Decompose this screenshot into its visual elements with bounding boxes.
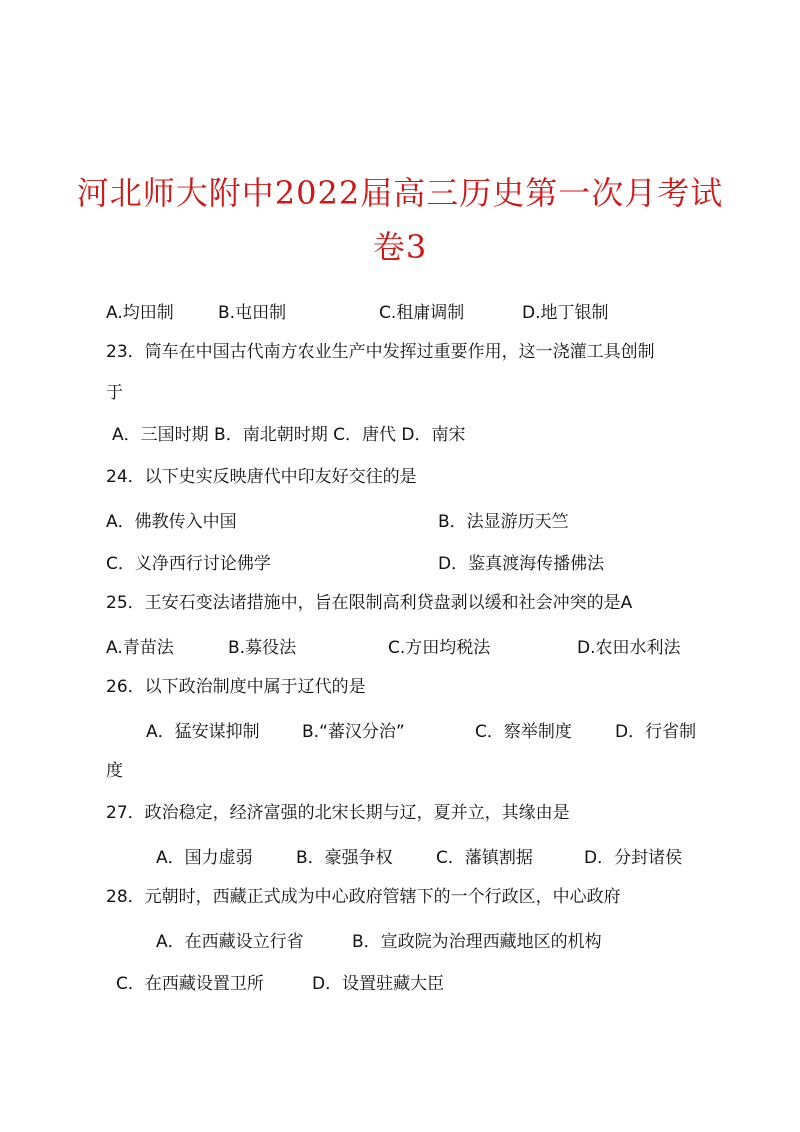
q27-option-c: C．藩镇割据 <box>436 848 533 868</box>
q24-stem: 24．以下史实反映唐代中印友好交往的是 <box>106 467 417 487</box>
q26-option-c: C．察举制度 <box>475 722 572 742</box>
q25-option-a: A.青苗法 <box>106 638 174 658</box>
q28-option-d: D．设置驻藏大臣 <box>312 974 445 994</box>
q22-option-a: A.均田制 <box>106 303 174 323</box>
q28-stem: 28．元朝时，西藏正式成为中心政府管辖下的一个行政区，中心政府 <box>106 887 621 907</box>
q26-option-d: D．行省制 <box>615 722 697 742</box>
q27-stem: 27．政治稳定，经济富强的北宋长期与辽，夏并立，其缘由是 <box>106 803 570 823</box>
q24-option-c: C．义净西行讨论佛学 <box>106 554 271 574</box>
q22-option-d: D.地丁银制 <box>522 303 609 323</box>
q22-option-c: C.租庸调制 <box>379 303 465 323</box>
q28-option-c: C．在西藏设置卫所 <box>116 974 264 994</box>
q26-option-b: B.“蕃汉分治” <box>302 722 405 742</box>
q23-options: A．三国时期 B．南北朝时期 C．唐代 D．南宋 <box>112 425 466 445</box>
q25-option-d: D.农田水利法 <box>577 638 681 658</box>
q28-option-a: A．在西藏设立行省 <box>156 932 304 952</box>
q25-option-b: B.募役法 <box>228 638 297 658</box>
q25-stem: 25．王安石变法诸措施中，旨在限制高利贷盘剥以缓和社会冲突的是A <box>106 593 633 613</box>
q25-option-c: C.方田均税法 <box>388 638 491 658</box>
q23-stem-line-1: 23．筒车在中国古代南方农业生产中发挥过重要作用，这一浇灌工具创制 <box>106 342 655 362</box>
q27-option-a: A．国力虚弱 <box>156 848 253 868</box>
q24-option-a: A．佛教传入中国 <box>106 512 237 532</box>
q22-option-b: B.屯田制 <box>218 303 287 323</box>
q26-option-a: A．猛安谋抑制 <box>146 722 260 742</box>
q27-option-d: D．分封诸侯 <box>584 848 683 868</box>
q28-option-b: B．宣政院为治理西藏地区的机构 <box>352 932 602 952</box>
q26-continuation: 度 <box>106 761 123 781</box>
q26-stem: 26．以下政治制度中属于辽代的是 <box>106 677 366 697</box>
exam-title-line-1: 河北师大附中2022届高三历史第一次月考试 <box>76 174 724 212</box>
q27-option-b: B．豪强争权 <box>296 848 393 868</box>
q23-stem-line-2: 于 <box>106 383 123 403</box>
q24-option-b: B．法显游历天竺 <box>438 512 569 532</box>
exam-title-line-2: 卷3 <box>372 228 428 266</box>
q24-option-d: D．鉴真渡海传播佛法 <box>438 554 605 574</box>
